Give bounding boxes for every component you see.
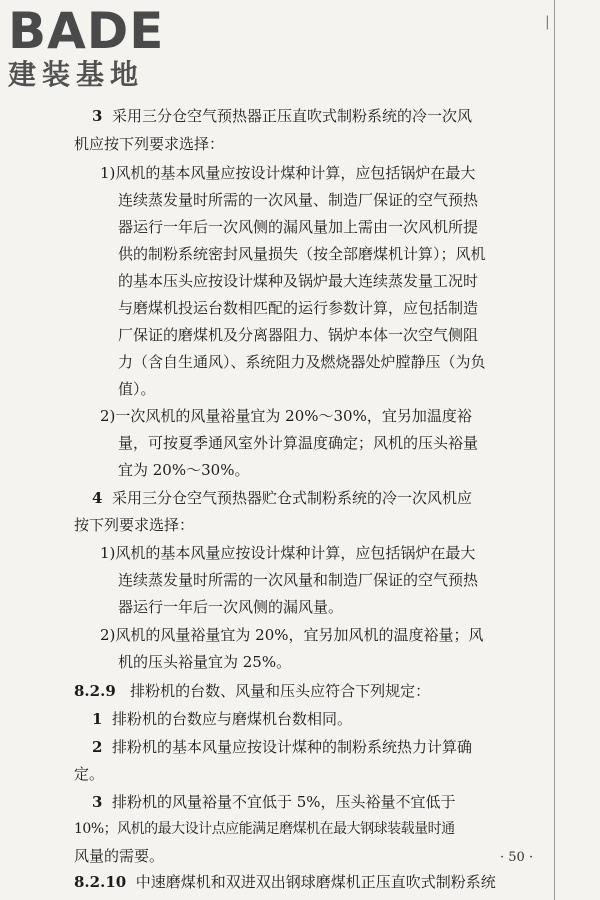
item3-sub1-line: 的基本压头应按设计煤种及锅炉最大连续蒸发量工况时 [118,272,479,290]
clause-8-2-9-heading: 8.2.9 排粉机的台数、风量和压头应符合下列规定： [74,682,431,700]
clause-8-2-9-item-3-line3: 风量的需要。 [74,847,165,865]
item4-sub2-line: 2)风机的风量裕量宜为 20%，宜另加风机的温度裕量；风 [100,626,484,644]
item3-sub2-line: 2)一次风机的风量裕量宜为 20%～30%，宜另加温度裕 [100,407,472,425]
item3-sub2-line: 量，可按夏季通风室外计算温度确定；风机的压头裕量 [118,434,479,452]
binding-line [554,0,555,900]
page-number: · 50 · [500,850,534,865]
item3-sub1-line: 值）。 [118,380,156,398]
item4-line1: 4 采用三分仓空气预热器贮仓式制粉系统的冷一次风机应 [92,489,472,507]
clause-8-2-10-number: 8.2.10 [74,873,127,891]
clause-8-2-9-item-2-line2: 定。 [74,765,105,783]
item3-sub1-line: 与磨煤机投运台数相匹配的运行参数计算，应包括制造 [118,299,479,317]
item3-number: 3 [92,107,103,125]
binding-mark: | [545,14,550,30]
item4-sub1-line: 连续蒸发量时所需的一次风量和制造厂保证的空气预热 [118,571,479,589]
clause-8-2-9-item-2: 2 排粉机的基本风量应按设计煤种的制粉系统热力计算确 [92,738,472,756]
item3-sub1-line: 1)风机的基本风量应按设计煤种计算，应包括锅炉在最大 [100,164,476,182]
clause-8-2-9-item-3-line2: 10%；风机的最大设计点应能满足磨煤机在最大钢球装载量时通 [74,821,455,837]
clause-8-2-10-heading: 8.2.10 中速磨煤机和双进双出钢球磨煤机正压直吹式制粉系统 [74,873,496,891]
item4-number: 4 [92,489,103,507]
logo-tagline: 建装基地 [8,58,145,91]
item3-sub1-line: 力（含自生通风）、系统阻力及燃烧器处炉膛静压（为负 [118,353,486,371]
item4-sub2-line: 机的压头裕量宜为 25%。 [118,653,292,671]
clause-8-2-9-item-3: 3 排粉机的风量裕量不宜低于 5%，压头裕量不宜低于 [92,793,456,811]
bade-logo [8,2,178,92]
item3-sub2-line: 宜为 20%～30%。 [118,461,250,479]
item4-sub1-line: 1)风机的基本风量应按设计煤种计算，应包括锅炉在最大 [100,544,476,562]
clause-8-2-9-number: 8.2.9 [74,682,116,700]
item3-sub1-line: 厂保证的磨煤机及分离器阻力、锅炉本体一次空气侧阻 [118,326,479,344]
item3-sub1-line: 器运行一年后一次风侧的漏风量加上需由一次风机所提 [118,218,479,236]
item4-sub1-line: 器运行一年后一次风侧的漏风量。 [118,598,344,616]
clause-8-2-9-item-1: 1 排粉机的台数应与磨煤机台数相同。 [92,710,352,728]
item3-line2: 机应按下列要求选择： [74,135,225,153]
item3-sub1-line: 供的制粉系统密封风量损失（按全部磨煤机计算）；风机 [118,245,486,263]
item3-line1: 3 采用三分仓空气预热器正压直吹式制粉系统的冷一次风 [92,107,472,125]
item3-sub1-line: 连续蒸发量时所需的一次风量、制造厂保证的空气预热 [118,191,479,209]
item4-line2: 按下列要求选择： [74,516,195,534]
logo-brand: BADE [8,2,165,60]
